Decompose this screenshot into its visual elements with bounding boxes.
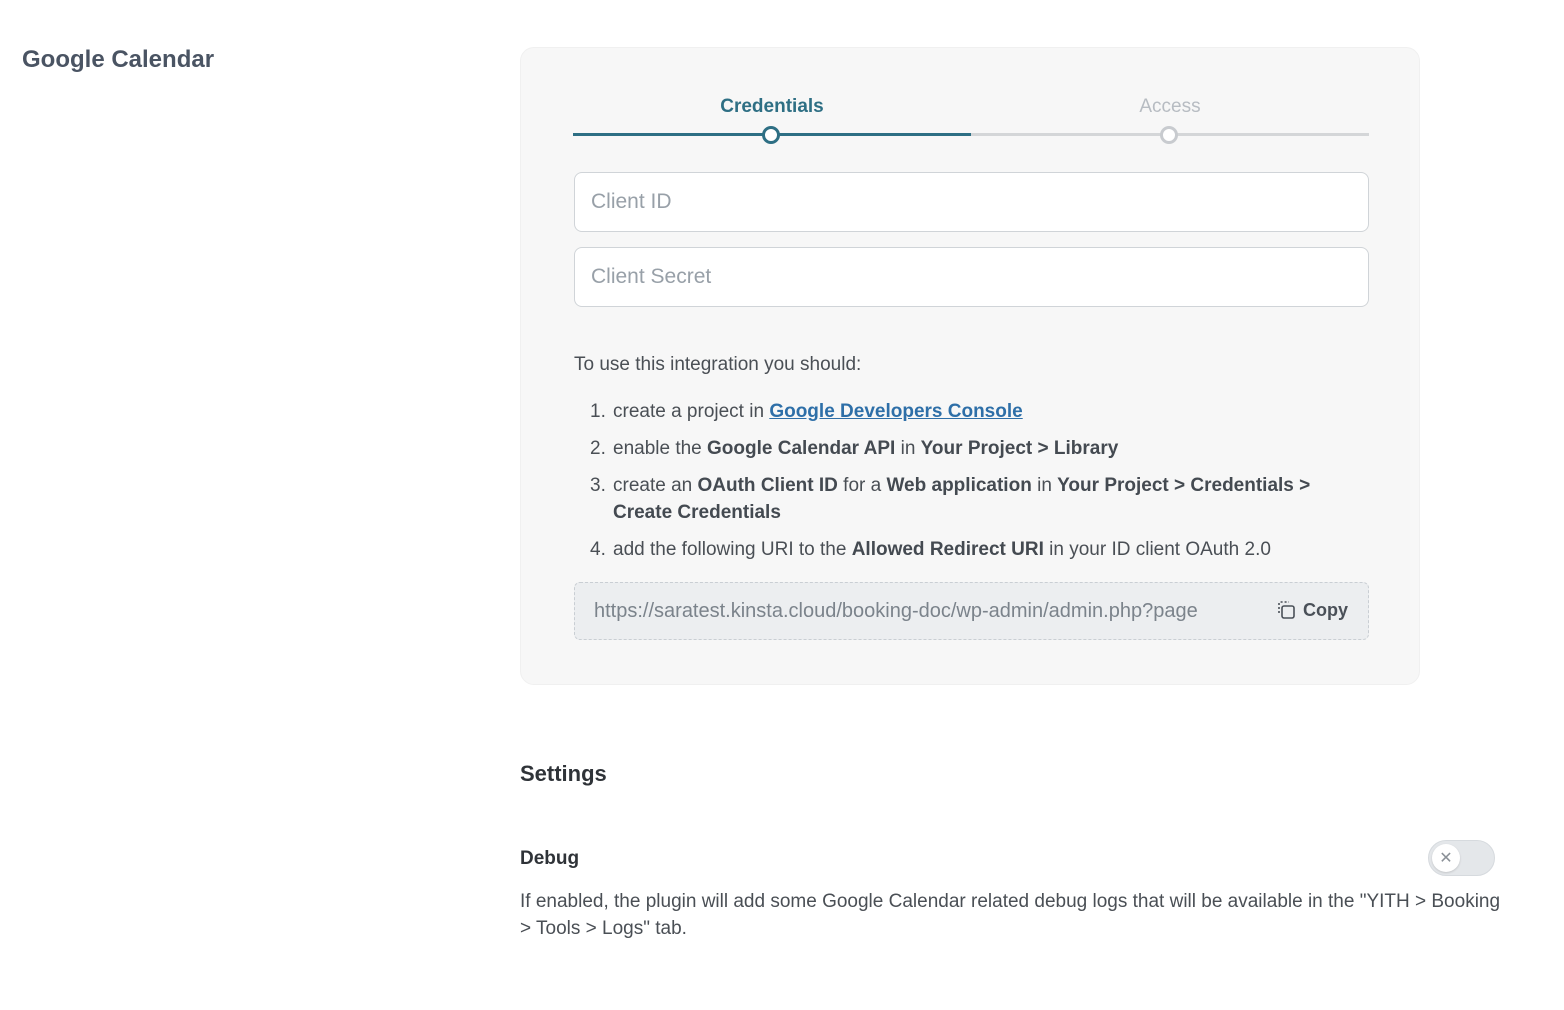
instruction-number: 3. — [590, 475, 606, 496]
stepper — [573, 94, 1369, 144]
instruction-text: add the following URI to the — [613, 539, 852, 560]
redirect-uri-text[interactable]: https://saratest.kinsta.cloud/booking-doc/wp-admin/admin.php?page — [594, 600, 1198, 622]
instruction-text: create an — [613, 475, 698, 496]
instruction-text: for a — [837, 475, 887, 496]
google-calendar-card — [520, 47, 1420, 685]
instruction-text: in your ID client OAuth 2.0 — [1043, 539, 1271, 560]
page-title: Google Calendar — [22, 46, 215, 73]
instruction-item — [574, 472, 1364, 526]
toggle-off-icon: ✕ — [1432, 844, 1460, 872]
step-credentials-dot[interactable] — [762, 126, 780, 144]
instruction-emphasis: Your Project > Credentials > Create Credentials — [613, 475, 1311, 523]
instruction-item — [574, 536, 1364, 563]
debug-toggle[interactable] — [1428, 840, 1495, 876]
copy-button[interactable] — [1275, 599, 1348, 621]
copy-label: Copy — [1303, 599, 1348, 620]
client-id-input[interactable] — [574, 172, 1369, 232]
instruction-number: 2. — [590, 438, 606, 459]
instruction-item — [574, 435, 1364, 462]
instruction-text: create a project in — [613, 401, 770, 422]
step-access[interactable]: Access — [1139, 96, 1201, 117]
instruction-emphasis: OAuth Client ID — [697, 475, 838, 496]
settings-title: Settings — [520, 761, 607, 786]
step-access-dot[interactable] — [1160, 126, 1178, 144]
redirect-uri-box — [574, 582, 1369, 640]
instruction-item — [574, 398, 1364, 425]
instruction-text: enable the — [613, 438, 708, 459]
instruction-emphasis: Your Project > Library — [920, 438, 1119, 459]
instruction-text: in — [895, 438, 921, 459]
instructions-list — [574, 398, 1364, 573]
debug-label: Debug — [520, 848, 580, 869]
instruction-emphasis: Web application — [886, 475, 1032, 496]
instruction-emphasis: Allowed Redirect URI — [851, 539, 1044, 560]
instruction-number: 1. — [590, 401, 606, 422]
step-credentials[interactable]: Credentials — [720, 96, 824, 117]
instructions-intro: To use this integration you should: — [574, 354, 862, 375]
instruction-number: 4. — [590, 539, 606, 560]
instruction-emphasis: Google Calendar API — [707, 438, 896, 459]
google-developers-console-link[interactable]: Google Developers Console — [769, 401, 1023, 422]
copy-icon — [1275, 599, 1297, 621]
instruction-text: in — [1031, 475, 1058, 496]
client-secret-input[interactable] — [574, 247, 1369, 307]
debug-description: If enabled, the plugin will add some Google Calendar related debug logs that will be available in the "YITH > Booking > Tools > Logs" tab. — [520, 891, 1501, 939]
